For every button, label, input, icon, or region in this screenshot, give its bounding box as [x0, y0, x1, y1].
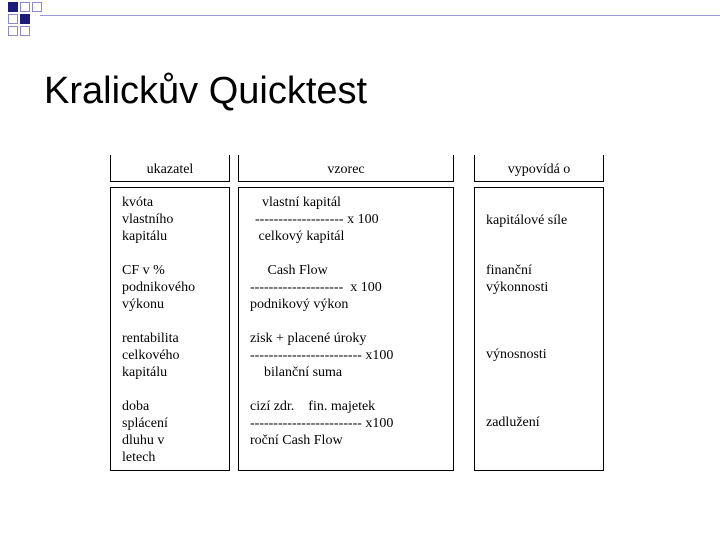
- decor-square: [20, 26, 30, 36]
- header-vypovida: vypovídá o: [474, 155, 604, 182]
- decor-square: [20, 14, 30, 24]
- decor-square: [32, 2, 42, 12]
- row2-vypovida: finanční výkonnosti: [486, 263, 549, 295]
- slide-title: Kralickův Quicktest: [44, 70, 368, 112]
- decor-square: [8, 26, 18, 36]
- decor-square: [20, 2, 30, 12]
- header-ukazatel: ukazatel: [110, 155, 230, 182]
- header-decoration: [0, 0, 720, 40]
- row3-vypovida: výnosnosti: [486, 347, 547, 362]
- decor-square: [8, 2, 18, 12]
- row3-ukazatel: rentabilita celkového kapitálu: [122, 331, 180, 380]
- row1-vzorec: vlastní kapitál ------------------- x 100 celkový kapitál: [255, 195, 379, 244]
- row3-vzorec: zisk + placené úroky ------------------------ x100 bilanční suma: [250, 331, 394, 380]
- decor-square: [8, 14, 18, 24]
- row4-ukazatel: doba splácení dluhu v letech: [122, 399, 168, 465]
- header-vzorec: vzorec: [238, 155, 454, 182]
- row2-vzorec: Cash Flow -------------------- x 100 podnikový výkon: [250, 263, 382, 312]
- row1-ukazatel: kvóta vlastního kapitálu: [122, 195, 174, 244]
- header-line: [40, 15, 720, 16]
- row4-vzorec: cizí zdr. fin. majetek ------------------------ x100 roční Cash Flow: [250, 399, 394, 448]
- row2-ukazatel: CF v % podnikového výkonu: [122, 263, 196, 312]
- row1-vypovida: kapitálové síle: [486, 213, 568, 228]
- row4-vypovida: zadlužení: [486, 415, 540, 430]
